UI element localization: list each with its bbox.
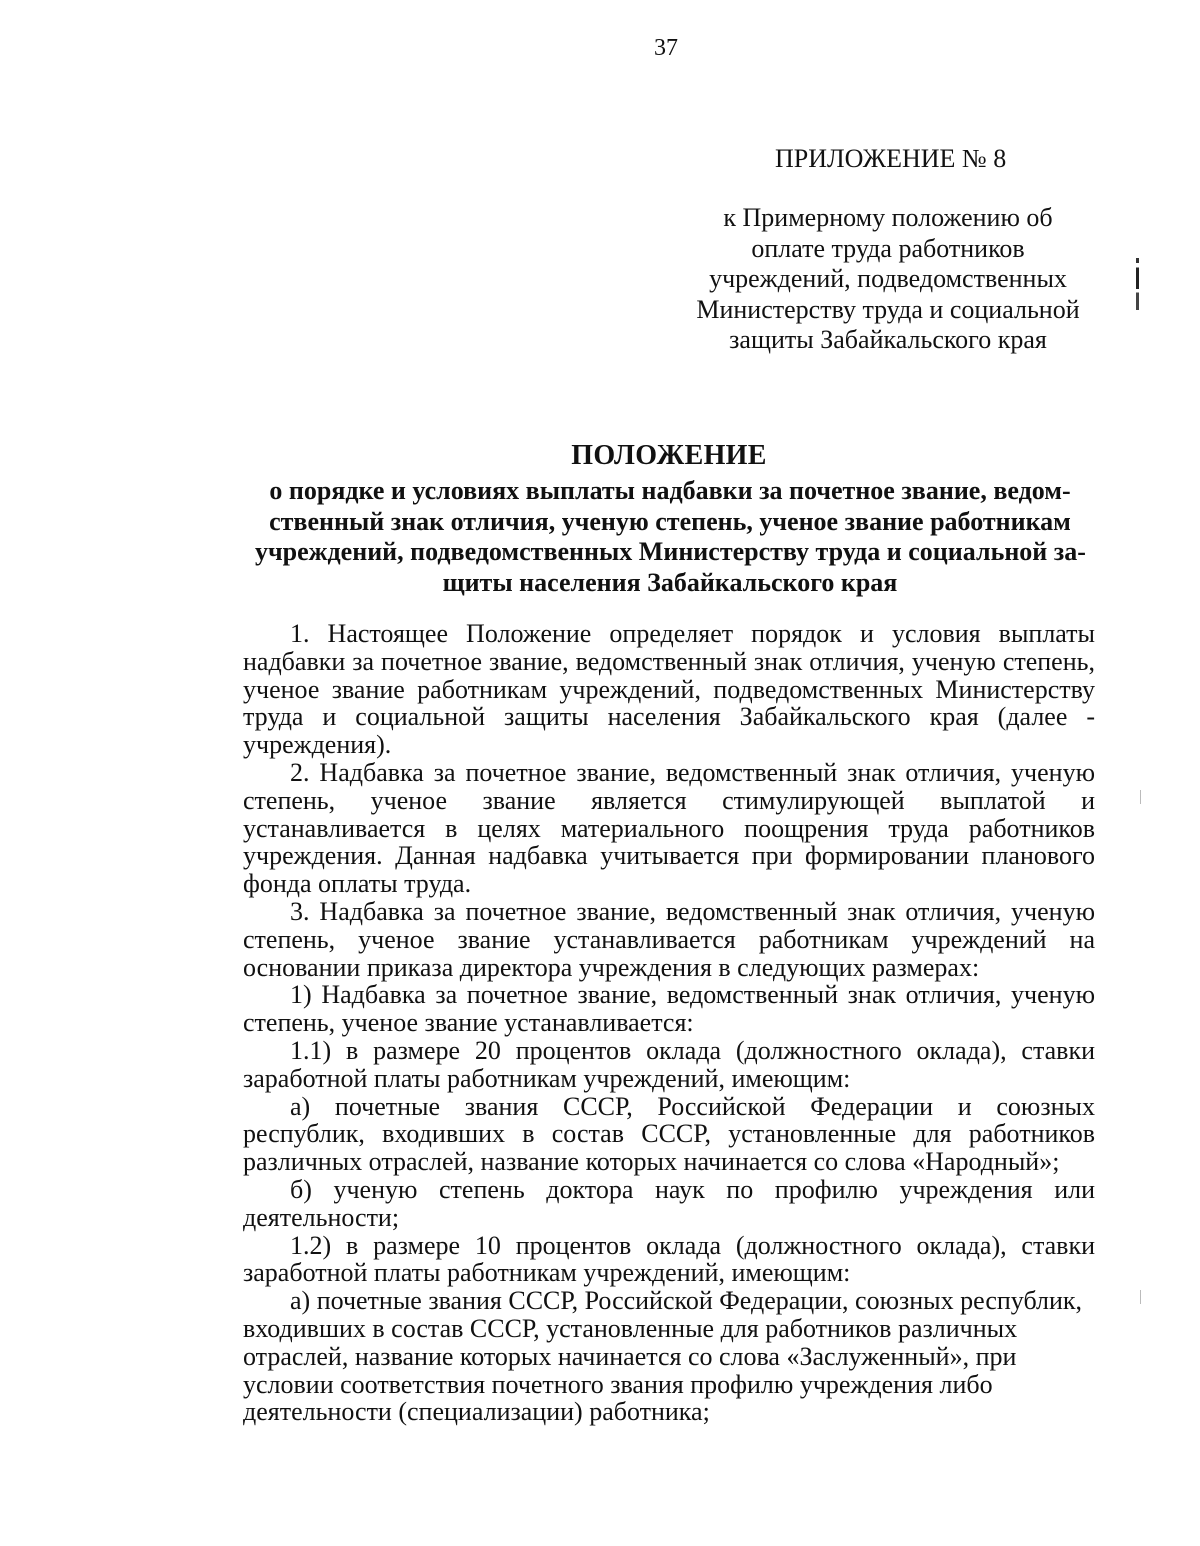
document-subtitle-line: о порядке и условиях выплаты надбавки за почетное звание, ведом-	[269, 476, 1071, 505]
document-title: ПОЛОЖЕНИЕ	[571, 440, 767, 471]
appendix-reference	[688, 203, 1088, 356]
appendix-title: ПРИЛОЖЕНИЕ № 8	[775, 144, 1007, 173]
document-subtitle-line: щиты населения Забайкальского края	[442, 567, 898, 597]
appendix-reference-line: Министерству труда и социальной	[696, 294, 1080, 324]
document-subtitle	[255, 476, 1085, 598]
scan-artifact-mark	[1136, 258, 1139, 310]
body-paragraph: а) почетные звания СССР, Российской Федерации, союзных республик, входивших в состав СССР, установленные для работников различных отраслей, название которых начинается со слова «Заслуженный», при условии соответствия почетного звания профилю учреждения либо деятельности (специализации) работника;	[243, 1286, 1083, 1427]
appendix-reference-line: оплате труда работников	[751, 233, 1025, 263]
page-number: 37	[654, 35, 678, 61]
body-paragraph: а) почетные звания СССР, Российской Федерации и союзных республик, входивших в состав СССР, установленные для работников различных отраслей, название которых начинается со слова «Народный»;	[243, 1091, 1095, 1177]
document-subtitle-line: ственный знак отличия, ученую степень, ученое звание работникам	[269, 506, 1071, 536]
scan-artifact-dot	[1140, 790, 1141, 804]
body-paragraph: 1. Настоящее Положение определяет порядок и условия выплаты надбавки за почетное звание, ведомственный знак отличия, ученую степень, ученое звание работникам учреждений, подведомственных Министерству труда и социальной защиты населения Забайкальского края (далее - учреждения).	[243, 619, 1095, 760]
body-paragraph: 1.1) в размере 20 процентов оклада (должностного оклада), ставки заработной платы работникам учреждений, имеющим:	[243, 1035, 1095, 1093]
appendix-reference-line: учреждений, подведомственных	[709, 264, 1067, 293]
document-subtitle-line: учреждений, подведомственных Министерству труда и социальной за-	[255, 537, 1086, 566]
appendix-reference-line: защиты Забайкальского края	[729, 325, 1047, 354]
body-paragraph: 1) Надбавка за почетное звание, ведомственный знак отличия, ученую степень, ученое звание устанавливается:	[243, 980, 1095, 1038]
body-paragraph: 1.2) в размере 10 процентов оклада (должностного оклада), ставки заработной платы работникам учреждений, имеющим:	[243, 1230, 1095, 1288]
body-paragraph: б) ученую степень доктора наук по профилю учреждения или деятельности;	[243, 1174, 1095, 1232]
scan-artifact-dot	[1140, 1290, 1141, 1304]
body-paragraph: 3. Надбавка за почетное звание, ведомственный знак отличия, ученую степень, ученое звание устанавливается работникам учреждений на основании приказа директора учреждения в следующих размерах:	[243, 896, 1095, 982]
body-paragraph: 2. Надбавка за почетное звание, ведомственный знак отличия, ученую степень, ученое звание является стимулирующей выплатой и устанавливается в целях материального поощрения труда работников учреждения. Данная надбавка учитывается при формировании планового фонда оплаты труда.	[243, 757, 1095, 899]
appendix-reference-line: к Примерному положению об	[723, 203, 1053, 232]
document-body	[243, 620, 1095, 1426]
